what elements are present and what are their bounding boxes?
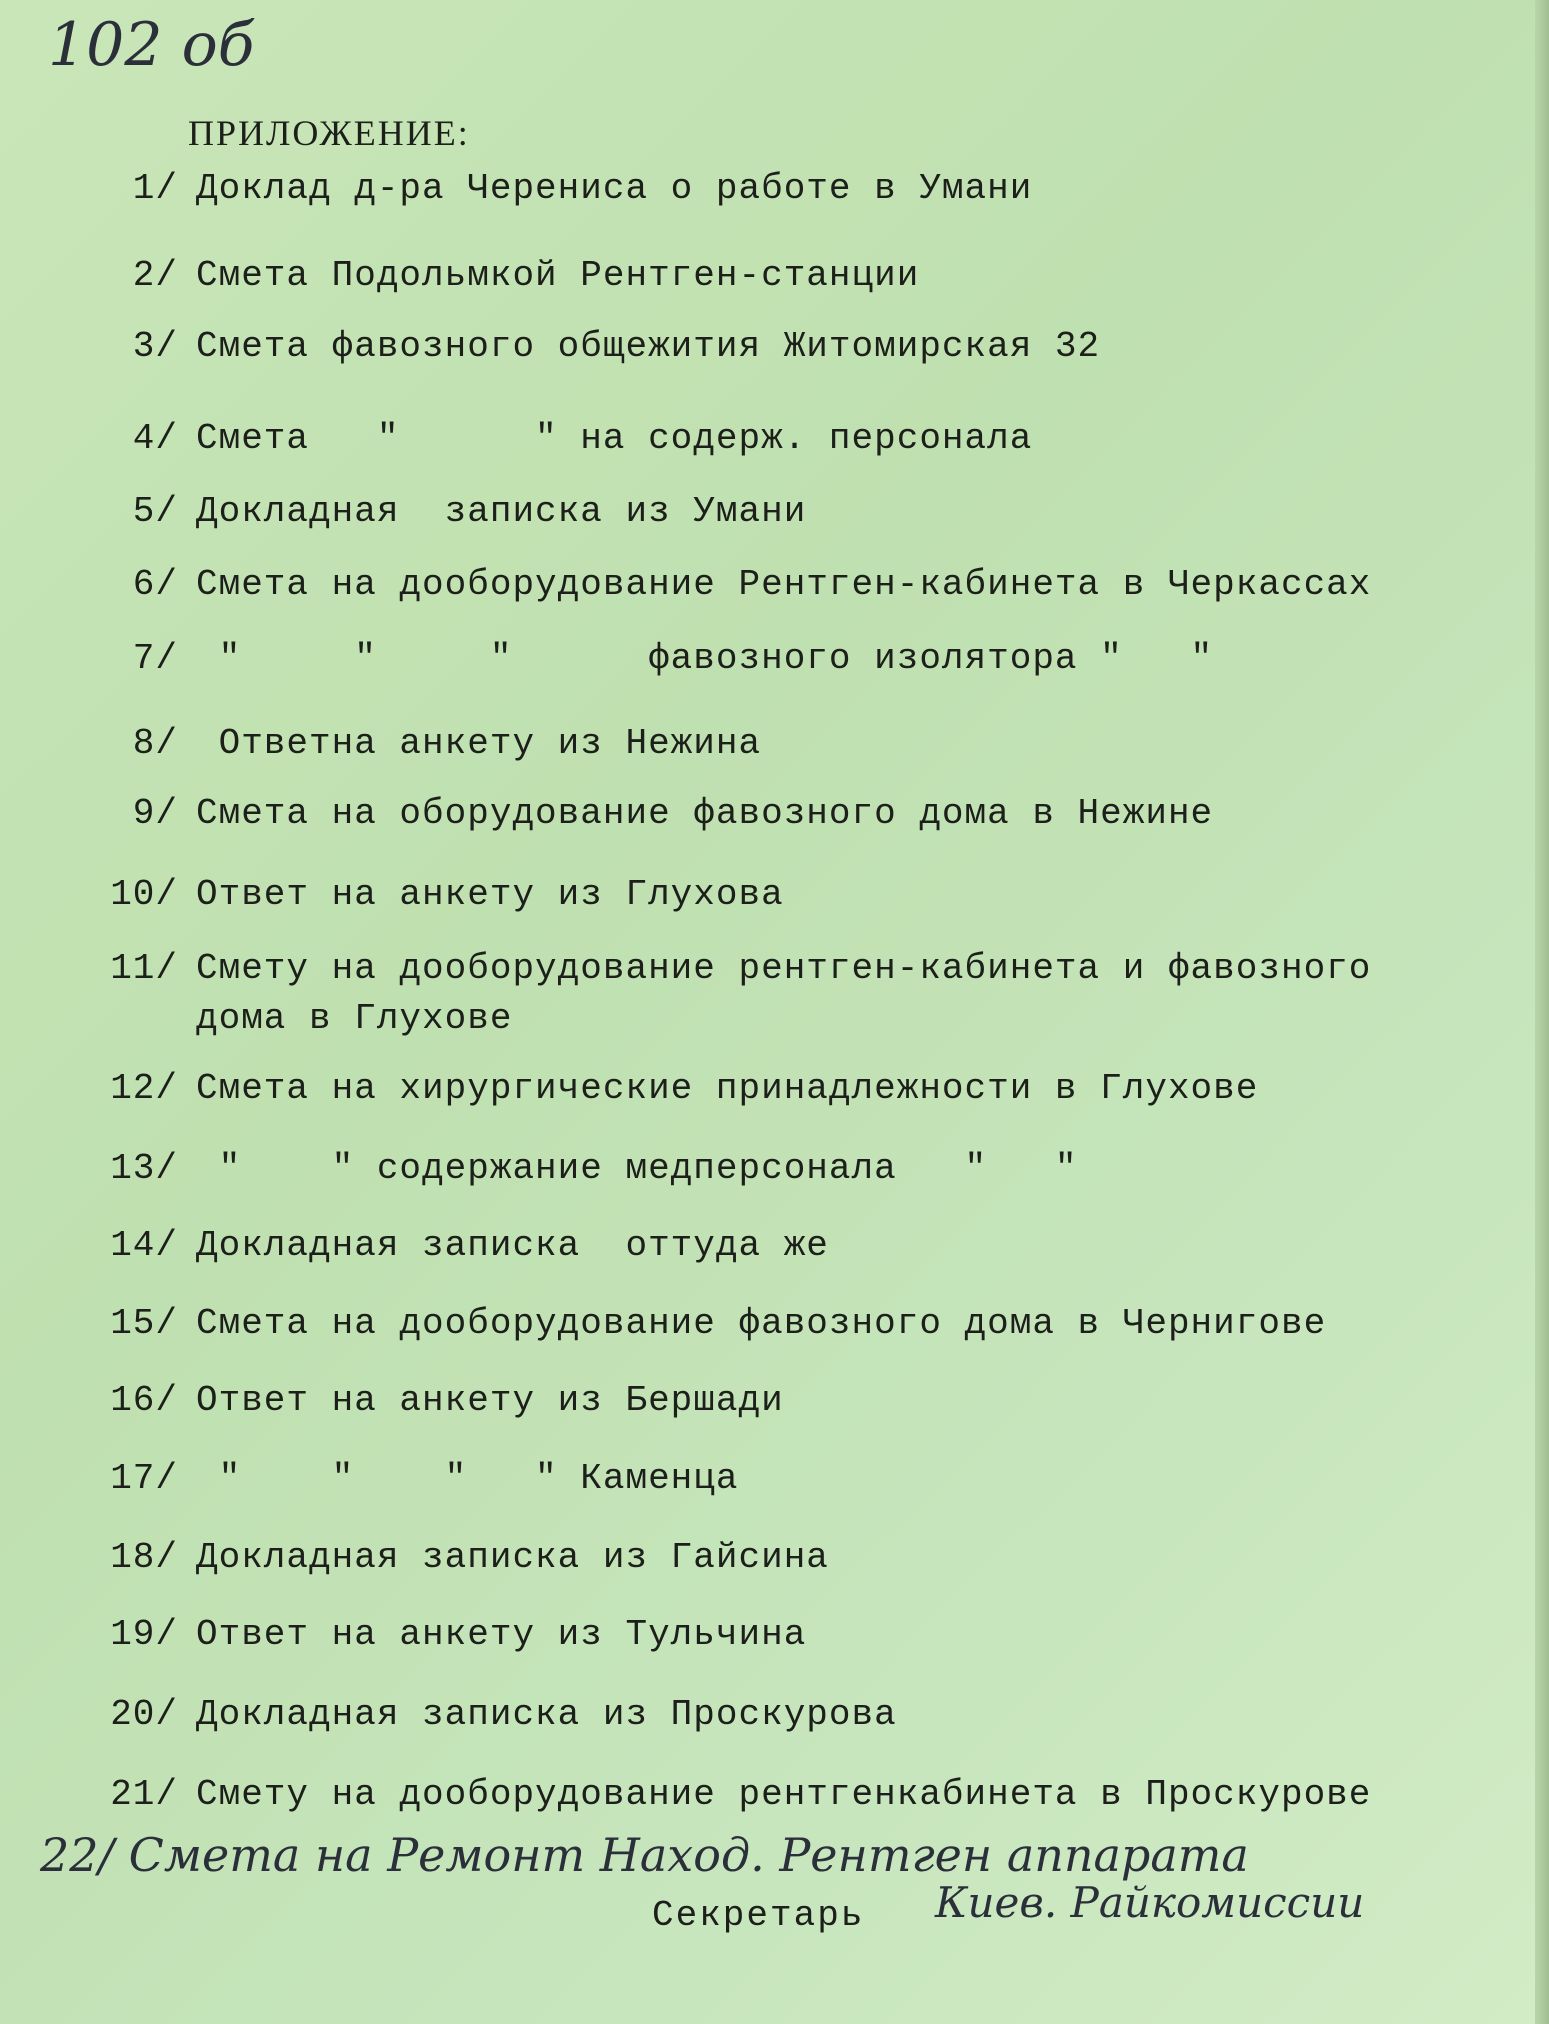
list-item — [60, 638, 1213, 679]
list-item — [60, 564, 1371, 605]
item-text: Ответ на анкету из Бершади — [196, 1380, 784, 1421]
list-item — [60, 1068, 1258, 1109]
item-number: 11/ — [110, 948, 178, 989]
item-number: 2/ — [132, 255, 178, 296]
item-text: " " содержание медперсонала " " — [196, 1148, 1078, 1189]
item-text: " " " фавозного изолятора " " — [196, 638, 1214, 679]
item-text: Докладная записка из Гайсина — [196, 1537, 829, 1578]
list-item — [60, 1774, 1371, 1815]
list-item — [60, 1148, 1078, 1189]
secretary-signature-label: Секретарь — [652, 1895, 865, 1936]
item-text: Смету на дооборудование рентген-кабинета и фавозного — [196, 948, 1372, 989]
item-text: Докладная записка из Умани — [196, 491, 807, 532]
item-text: Ответна анкету из Нежина — [196, 723, 762, 764]
list-item — [60, 1303, 1326, 1344]
item-text: Ответ на анкету из Тульчина — [196, 1614, 807, 1655]
item-number: 13/ — [110, 1148, 178, 1189]
item-text: Доклад д-ра Черениса о работе в Умани — [196, 168, 1033, 209]
item-text: Смета Подольмкой Рентген-станции — [196, 255, 920, 296]
item-text: Смету на дооборудование рентгенкабинета в Проскурове — [196, 1774, 1372, 1815]
list-item — [60, 874, 784, 915]
item-text: Смета " " на содерж. персонала — [196, 418, 1033, 459]
item-text: " " " " Каменца — [196, 1458, 739, 1499]
document-title: ПРИЛОЖЕНИЕ: — [188, 113, 470, 153]
item-number: 4/ — [132, 418, 178, 459]
item-number: 21/ — [110, 1774, 178, 1815]
item-text: Смета фавозного общежития Житомирская 32 — [196, 326, 1101, 367]
item-text: Ответ на анкету из Глухова — [196, 874, 784, 915]
item-number: 1/ — [132, 168, 178, 209]
item-number: 18/ — [110, 1537, 178, 1578]
item-number: 9/ — [132, 793, 178, 834]
item-text-continued: дома в Глухове — [196, 998, 513, 1039]
list-item — [60, 1694, 897, 1735]
item-number: 15/ — [110, 1303, 178, 1344]
page-edge — [1535, 0, 1549, 2024]
list-item — [60, 418, 1032, 459]
item-number: 17/ — [110, 1458, 178, 1499]
list-item — [60, 1458, 738, 1499]
item-number: 16/ — [110, 1380, 178, 1421]
item-number: 12/ — [110, 1068, 178, 1109]
item-text: Докладная записка оттуда же — [196, 1225, 829, 1266]
item-text: Смета на оборудование фавозного дома в Нежине — [196, 793, 1214, 834]
list-item — [60, 948, 1371, 989]
item-text: Смета на хирургические принадлежности в Глухове — [196, 1068, 1259, 1109]
list-item — [60, 255, 919, 296]
item-number: 10/ — [110, 874, 178, 915]
handwritten-item-22-continued: Киев. Райкомиссии — [935, 1878, 1365, 1927]
list-item — [60, 793, 1213, 834]
item-number: 20/ — [110, 1694, 178, 1735]
list-item — [60, 1380, 784, 1421]
item-number: 5/ — [132, 491, 178, 532]
item-text: Докладная записка из Проскурова — [196, 1694, 897, 1735]
list-item — [60, 168, 1032, 209]
item-number: 7/ — [132, 638, 178, 679]
item-number: 6/ — [132, 564, 178, 605]
list-item — [60, 723, 761, 764]
item-text: Смета на дооборудование Рентген-кабинета в Черкассах — [196, 564, 1372, 605]
list-item — [60, 326, 1100, 367]
list-item — [60, 491, 806, 532]
handwritten-page-number: 102 об — [48, 10, 255, 80]
list-item — [60, 1225, 829, 1266]
list-item — [60, 1537, 829, 1578]
list-item — [60, 1614, 806, 1655]
item-number: 19/ — [110, 1614, 178, 1655]
item-text: Смета на дооборудование фавозного дома в Чернигове — [196, 1303, 1327, 1344]
handwritten-item-22: 22/ Смета на Ремонт Наход. Рентген аппарата — [40, 1828, 1249, 1882]
item-number: 14/ — [110, 1225, 178, 1266]
item-number: 3/ — [132, 326, 178, 367]
item-number: 8/ — [132, 723, 178, 764]
